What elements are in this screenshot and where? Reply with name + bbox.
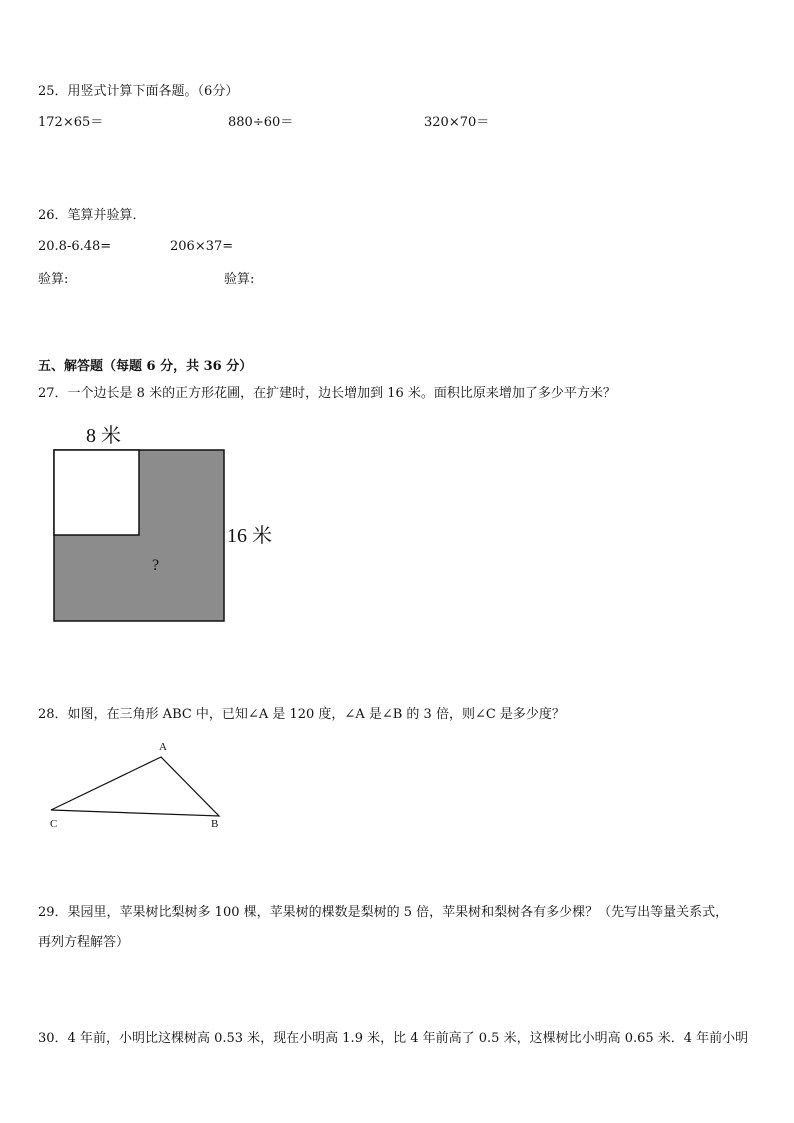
section-heading: 五、解答题（每题 6 分，共 36 分） <box>38 359 253 374</box>
q27-question-mark: ? <box>152 557 160 574</box>
q25-item-3: 320×70＝ <box>424 115 490 130</box>
q25-item-2: 880÷60＝ <box>228 115 294 130</box>
q27-side-label: 16 米 <box>227 525 272 547</box>
q26-title: 26．笔算并验算． <box>38 208 146 223</box>
vertex-b-label: B <box>211 818 219 830</box>
q27-text: 27．一个边长是 8 米的正方形花圃，在扩建时，边长增加到 16 米。面积比原来增加了多少平方米？ <box>38 386 616 401</box>
q26-item-2: 206×37= <box>170 239 234 254</box>
q27-figure <box>40 415 290 630</box>
q27-top-label: 8 米 <box>86 425 121 447</box>
q26-item-1: 20.8-6.48= <box>38 239 112 254</box>
q26-check-1: 验算: <box>38 272 69 287</box>
vertex-a-label: A <box>159 741 167 753</box>
q25-item-1: 172×65＝ <box>38 115 104 130</box>
q26-check-2: 验算: <box>224 272 255 287</box>
q28-text: 28．如图，在三角形 ABC 中，已知∠A 是 120 度，∠A 是∠B 的 3 倍，则∠C 是多少度？ <box>38 707 565 722</box>
q30-text: 30．4 年前，小明比这棵树高 0.53 米，现在小明高 1.9 米，比 4 年前高了 0.5 米，这棵树比小明高 0.65 米．4 年前小明 <box>38 1031 749 1046</box>
q29-line-2: 再列方程解答） <box>38 935 130 950</box>
vertex-c-label: C <box>50 818 58 830</box>
q27-inner-square <box>54 450 139 535</box>
q28-figure <box>40 735 240 835</box>
q25-title: 25．用竖式计算下面各题。（6分） <box>38 84 239 99</box>
triangle-abc <box>51 757 219 816</box>
q29-line-1: 29．果园里，苹果树比梨树多 100 棵，苹果树的棵数是梨树的 5 倍，苹果树和梨树各有多少棵？（先写出等量关系式， <box>38 905 729 920</box>
